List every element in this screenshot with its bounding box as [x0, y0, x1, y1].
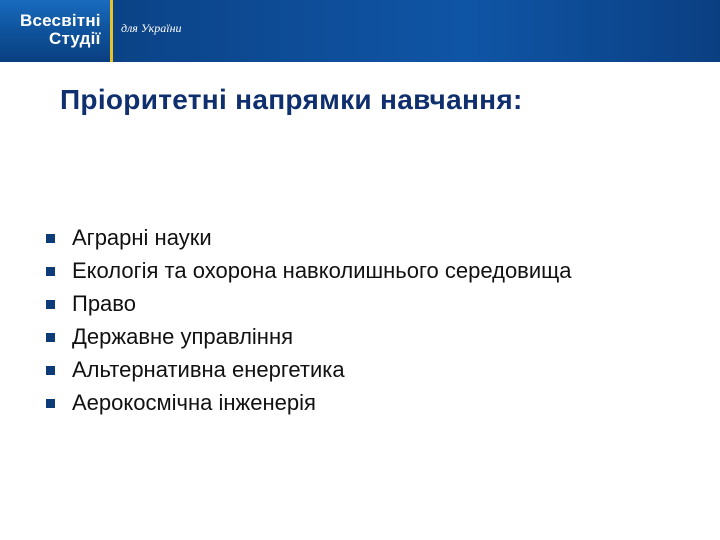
bullet-square-icon: [46, 333, 55, 342]
list-item: [46, 224, 666, 251]
list-item: [46, 257, 666, 284]
list-item-label: Екологія та охорона навколишнього середовища: [72, 258, 572, 283]
bullet-square-icon: [46, 399, 55, 408]
list-item-label: Альтернативна енергетика: [72, 357, 345, 382]
list-item-label: Державне управління: [72, 324, 294, 349]
bullet-square-icon: [46, 234, 55, 243]
logo-text-line-2: Студії: [49, 29, 101, 48]
header-bar: [0, 0, 720, 62]
list-item: [46, 290, 666, 317]
list-item-label: Аграрні науки: [72, 225, 212, 250]
list-item-label: Аерокосмічна інженерія: [72, 390, 316, 415]
logo: [0, 0, 110, 62]
accent-stripe: [110, 0, 113, 62]
list-item: [46, 323, 666, 350]
tagline: для України: [121, 21, 182, 35]
list-item-label: Право: [72, 291, 136, 316]
page-title: Пріоритетні напрямки навчання:: [60, 84, 523, 115]
list-item: [46, 356, 666, 383]
list-item: [46, 389, 666, 416]
bullet-square-icon: [46, 300, 55, 309]
bullet-square-icon: [46, 267, 55, 276]
bullet-square-icon: [46, 366, 55, 375]
topic-list: [46, 224, 666, 422]
logo-text-line-1: Всесвітні: [20, 11, 101, 30]
